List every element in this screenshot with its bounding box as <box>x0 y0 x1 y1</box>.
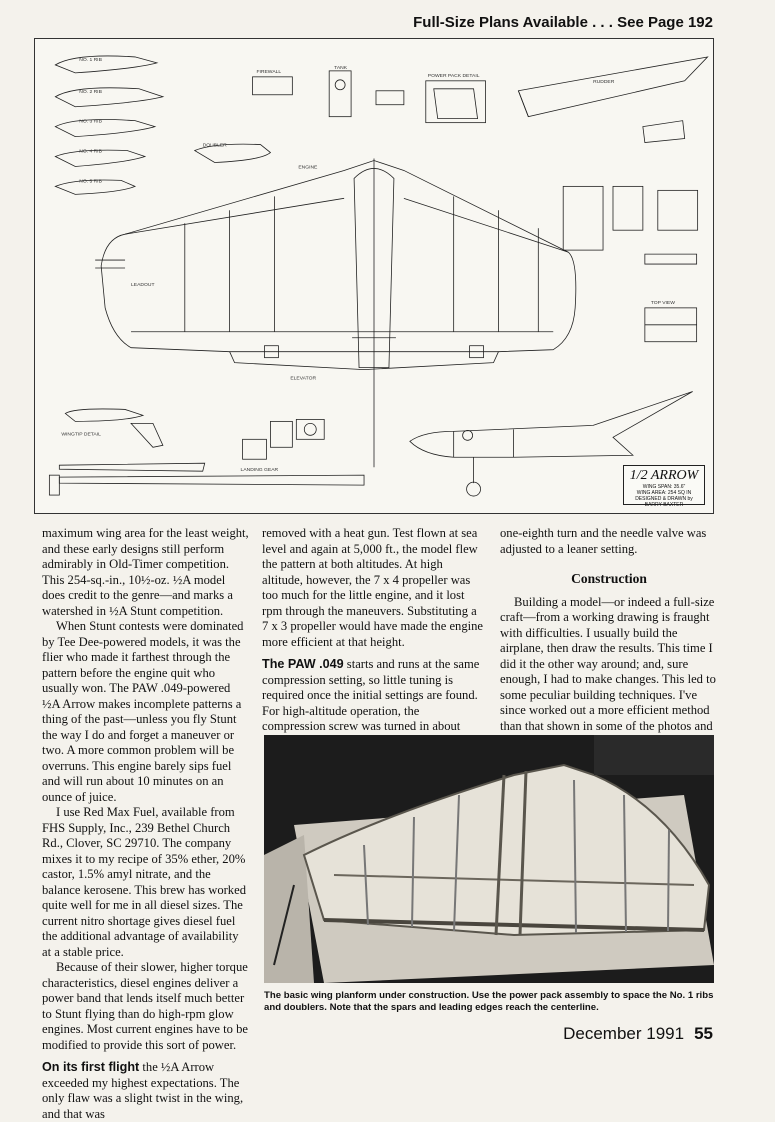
svg-text:ENGINE: ENGINE <box>298 165 318 171</box>
svg-text:LEADOUT: LEADOUT <box>131 282 155 288</box>
svg-text:NO. 2 RIB: NO. 2 RIB <box>79 89 102 95</box>
col1-paragraph-2: When Stunt contests were dominated by Tee Dee-powered models, it was the flier who made it farthest through the pattern before the engine quit who usually won. The PAW .049-powered ½A Arrow makes incomplete patterns a thing of the past—unless you fly Stunt the way I do and forget a maneuver or two. A more common problem will be overruns. This engine barely sips fuel and will run about 10 minutes on an ounce of juice. <box>42 619 244 804</box>
col2-paragraph-2 <box>262 657 486 735</box>
svg-text:ELEVATOR: ELEVATOR <box>290 376 317 382</box>
wing-photo-svg <box>264 735 714 983</box>
column-3 <box>500 526 718 734</box>
col1-paragraph-1: maximum wing area for the least weight, and these early designs still perform admirably in Old-Timer competition. This 254-sq.-in., 10½-oz. ½A model does credit to the genre—and marks a watershed in ½A Stunt competition. <box>42 526 249 618</box>
page-footer <box>563 1024 713 1044</box>
svg-text:TANK: TANK <box>334 65 348 71</box>
plan-spec-4: BARRY BAXTER <box>644 502 684 508</box>
svg-text:FIREWALL: FIREWALL <box>256 69 282 75</box>
col3-paragraph-2: Building a model—or indeed a full-size craft—from a working drawing is fraught with difficulties. I usually build the airplane, then draw the results. This time I did it the other way around; and, sure enough, I had to make changes. This led to some peculiar building techniques. I've since worked out a more efficient method than that shown in some of the photos and <box>500 594 716 733</box>
plan-drawing <box>34 38 714 514</box>
col3-paragraph-1: one-eighth turn and the needle valve was adjusted to a leaner setting. <box>500 526 707 556</box>
column-1 <box>42 526 250 1122</box>
plan-title: 1/2 ARROW <box>629 468 699 483</box>
col2-paragraph-1: removed with a heat gun. Test flown at sea level and again at 5,000 ft., the model flew the pattern at both altitudes. At high altitude, however, the 7 x 4 propeller was too much for the little engine, and it lost rpm through the maneuvers. Substituting a 7 x 3 propeller would have made the engine more efficient at that height. <box>262 526 484 649</box>
plan-title-block <box>623 465 705 508</box>
svg-text:TOP VIEW: TOP VIEW <box>650 300 675 306</box>
col2-lead-in: The PAW .049 <box>262 657 344 671</box>
col1-paragraph-5-text: the ½A Arrow exceeded my highest expectations. The only flaw was a slight twist in the wing, and that was <box>42 1060 244 1121</box>
page-header: Full-Size Plans Available . . . See Page 192 <box>413 14 713 31</box>
section-heading: Construction <box>571 571 647 586</box>
plan-spec-1: WING SPAN: 35.6" <box>642 484 686 490</box>
wing-photo <box>264 735 714 983</box>
plan-spec-2: WING AREA: 254 SQ IN <box>636 490 692 496</box>
svg-text:WINGTIP DETAIL: WINGTIP DETAIL <box>61 432 101 438</box>
svg-text:POWER PACK DETAIL: POWER PACK DETAIL <box>427 73 480 79</box>
svg-text:DOUBLER: DOUBLER <box>202 143 227 149</box>
col1-paragraph-3: I use Red Max Fuel, available from FHS Supply, Inc., 239 Bethel Church Rd., Clover, SC 29710. The company mixes it to my recipe of 35% ether, 20% castor, 1.5% amyl nitrate, and the balance kerosene. This brew has worked quite well for me in all diesel sizes. The current nitro shortage gives diesel fuel the additional advantage of availability at a stable price. <box>42 805 246 959</box>
col2-paragraph-2-text: starts and runs at the same compression setting, so little tuning is required once the initial settings are found. For high-altitude operation, the compression screw was turned in about <box>262 657 480 733</box>
plan-drawing-svg <box>35 39 713 513</box>
plan-spec-3: DESIGNED & DRAWN by <box>635 496 693 502</box>
column-2 <box>262 526 486 735</box>
svg-text:NO. 4 RIB: NO. 4 RIB <box>79 149 102 155</box>
svg-text:NO. 3 RIB: NO. 3 RIB <box>79 119 102 125</box>
svg-text:RUDDER: RUDDER <box>593 79 615 85</box>
col1-lead-in: On its first flight <box>42 1060 140 1074</box>
issue-date: December 1991 <box>563 1024 685 1043</box>
col1-paragraph-5 <box>42 1060 250 1122</box>
page-number: 55 <box>694 1024 713 1043</box>
svg-text:NO. 5 RIB: NO. 5 RIB <box>79 179 102 185</box>
photo-caption: The basic wing planform under construction. Use the power pack assembly to space the No. 1 ribs and doublers. Note that the spars and leading edges reach the centerline. <box>264 990 714 1013</box>
svg-text:NO. 1 RIB: NO. 1 RIB <box>79 57 102 63</box>
svg-text:LANDING GEAR: LANDING GEAR <box>240 468 279 474</box>
col1-paragraph-4: Because of their slower, higher torque characteristics, diesel engines deliver a power band that lends itself much better to Stunt flying than do high-rpm glow engines. Most current engines have to be modified to provide this sort of power. <box>42 960 248 1052</box>
